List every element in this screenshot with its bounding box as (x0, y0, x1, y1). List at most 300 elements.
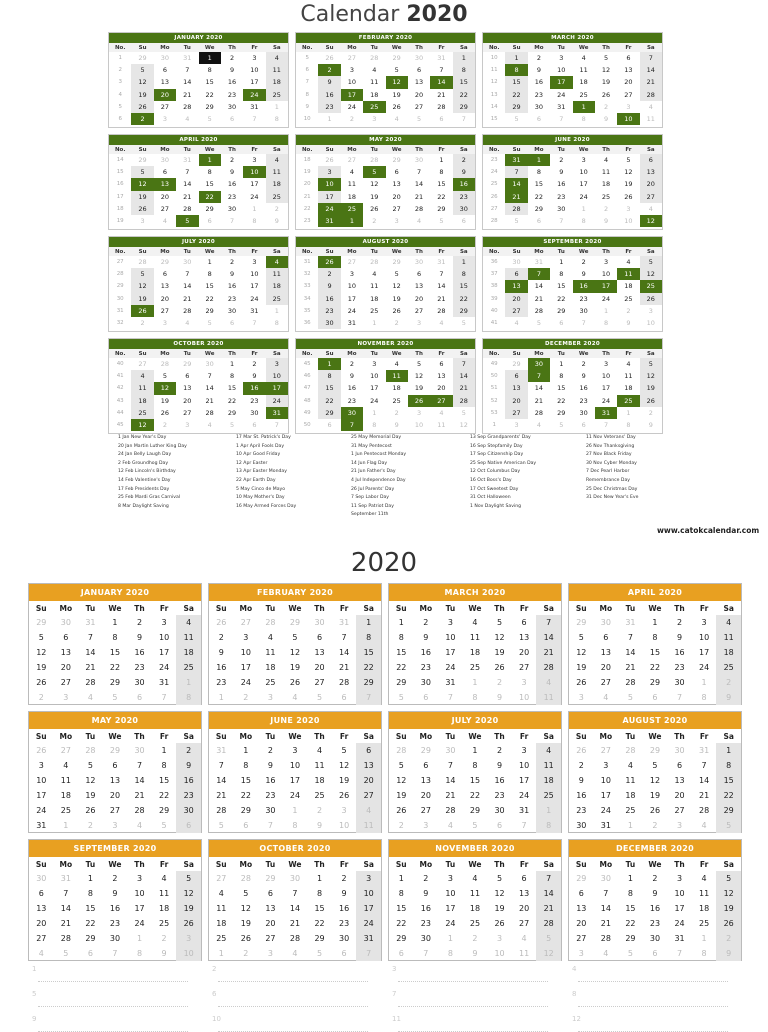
day-cell[interactable]: 5 (652, 761, 658, 770)
day-cell[interactable]: 31 (595, 407, 617, 419)
day-cell[interactable]: 5 (416, 115, 422, 124)
day-cell[interactable]: 3 (292, 746, 298, 755)
day-cell[interactable]: 27 (505, 407, 527, 419)
day-cell[interactable]: 4 (266, 256, 288, 268)
day-cell[interactable]: 25 (266, 293, 288, 305)
day-cell[interactable]: 21 (625, 663, 636, 672)
day-cell[interactable]: 28 (437, 306, 446, 315)
day-cell[interactable]: 26 (240, 934, 251, 943)
day-cell[interactable]: 4 (447, 821, 453, 830)
day-cell[interactable]: 7 (136, 761, 143, 770)
day-cell[interactable]: 20 (160, 192, 170, 201)
day-cell[interactable]: 5 (640, 358, 662, 370)
day-cell[interactable]: 16 (318, 293, 340, 305)
day-cell[interactable]: 25 (716, 660, 741, 675)
day-cell[interactable]: 1 (112, 618, 118, 627)
day-cell[interactable]: 5 (292, 633, 298, 642)
day-cell[interactable]: 16 (265, 776, 276, 785)
day-cell[interactable]: 19 (392, 90, 401, 99)
day-cell[interactable]: 10 (266, 370, 288, 382)
day-cell[interactable]: 6 (521, 618, 527, 627)
day-cell[interactable]: 17 (601, 384, 611, 393)
day-cell[interactable]: 13 (519, 633, 530, 642)
day-cell[interactable]: 31 (339, 618, 350, 627)
day-cell[interactable]: 6 (63, 633, 69, 642)
day-cell[interactable]: 12 (716, 886, 741, 901)
day-cell[interactable]: 24 (243, 89, 265, 101)
day-cell[interactable]: 16 (318, 89, 340, 101)
day-cell[interactable]: 28 (534, 306, 544, 315)
day-cell[interactable]: 14 (534, 282, 544, 291)
day-cell[interactable]: 12 (494, 633, 505, 642)
day-cell[interactable]: 27 (160, 102, 170, 111)
day-cell[interactable]: 4 (372, 270, 377, 279)
day-cell[interactable]: 3 (521, 678, 527, 687)
day-cell[interactable]: 27 (160, 204, 170, 213)
day-cell[interactable]: 5 (131, 166, 153, 178)
day-cell[interactable]: 25 (265, 678, 276, 687)
day-cell[interactable]: 25 (131, 407, 153, 419)
day-cell[interactable]: 10 (370, 372, 379, 381)
day-cell[interactable]: 24 (674, 919, 685, 928)
day-cell[interactable]: 8 (207, 66, 212, 75)
day-cell[interactable]: 3 (349, 66, 354, 75)
day-cell[interactable]: 3 (581, 156, 586, 165)
day-cell[interactable]: 13 (519, 889, 530, 898)
note-line[interactable] (32, 990, 192, 1007)
day-cell[interactable]: 22 (505, 89, 527, 101)
day-cell[interactable]: 6 (38, 889, 44, 898)
day-cell[interactable]: 30 (600, 618, 611, 627)
day-cell[interactable]: 27 (356, 788, 381, 803)
day-cell[interactable]: 28 (640, 89, 662, 101)
day-cell[interactable]: 18 (60, 791, 71, 800)
day-cell[interactable]: 28 (160, 360, 170, 369)
day-cell[interactable]: 30 (339, 934, 350, 943)
day-cell[interactable]: 18 (176, 645, 201, 660)
day-cell[interactable]: 31 (445, 678, 456, 687)
day-cell[interactable]: 2 (423, 618, 429, 627)
day-cell[interactable]: 6 (626, 54, 631, 63)
day-cell[interactable]: 31 (600, 821, 611, 830)
day-cell[interactable]: 1 (652, 618, 658, 627)
day-cell[interactable]: 28 (370, 54, 379, 63)
day-cell[interactable]: 29 (649, 678, 661, 687)
day-cell[interactable]: 21 (445, 791, 456, 800)
day-cell[interactable]: 7 (229, 217, 235, 226)
day-cell[interactable]: 1 (439, 156, 444, 165)
day-cell[interactable]: 5 (439, 217, 444, 226)
day-cell[interactable]: 17 (159, 648, 170, 657)
day-cell[interactable]: 10 (36, 776, 47, 785)
day-cell[interactable]: 28 (85, 678, 96, 687)
day-cell[interactable]: 18 (469, 648, 481, 657)
day-cell[interactable]: 3 (176, 931, 201, 946)
day-cell[interactable]: 27 (240, 618, 251, 627)
day-cell[interactable]: 3 (603, 258, 609, 267)
day-cell[interactable]: 8 (161, 761, 167, 770)
day-cell[interactable]: 23 (216, 678, 227, 687)
day-cell[interactable]: 23 (649, 919, 661, 928)
day-cell[interactable]: 1 (447, 934, 453, 943)
day-cell[interactable]: 6 (356, 743, 381, 758)
note-line[interactable] (572, 965, 732, 982)
day-cell[interactable]: 26 (131, 101, 153, 113)
day-cell[interactable]: 17 (250, 78, 259, 87)
day-cell[interactable]: 2 (38, 693, 44, 702)
day-cell[interactable]: 3 (243, 633, 249, 642)
day-cell[interactable]: 21 (640, 76, 662, 88)
day-cell[interactable]: 18 (624, 384, 633, 393)
day-cell[interactable]: 22 (649, 663, 661, 672)
day-cell[interactable]: 7 (559, 115, 564, 124)
day-cell[interactable]: 16 (453, 178, 475, 190)
day-cell[interactable]: 6 (505, 268, 527, 280)
day-cell[interactable]: 6 (398, 949, 404, 958)
day-cell[interactable]: 13 (414, 78, 424, 87)
day-cell[interactable]: 9 (349, 372, 354, 381)
day-cell[interactable]: 10 (240, 648, 251, 657)
day-cell[interactable]: 10 (557, 66, 566, 75)
day-cell[interactable]: 3 (252, 54, 257, 63)
day-cell[interactable]: 27 (347, 156, 357, 165)
note-line[interactable] (572, 990, 732, 1007)
day-cell[interactable]: 30 (227, 102, 237, 111)
day-cell[interactable]: 28 (205, 408, 214, 417)
day-cell[interactable]: 5 (640, 256, 662, 268)
day-cell[interactable]: 18 (716, 645, 741, 660)
day-cell[interactable]: 13 (414, 282, 424, 291)
day-cell[interactable]: 31 (250, 102, 259, 111)
day-cell[interactable]: 7 (87, 633, 93, 642)
day-cell[interactable]: 29 (138, 54, 147, 63)
day-cell[interactable]: 21 (339, 663, 350, 672)
day-cell[interactable]: 30 (36, 874, 47, 883)
day-cell[interactable]: 26 (370, 204, 379, 213)
day-cell[interactable]: 26 (318, 256, 340, 268)
day-cell[interactable]: 4 (521, 934, 527, 943)
day-cell[interactable]: 7 (439, 66, 444, 75)
day-cell[interactable]: 28 (437, 102, 446, 111)
day-cell[interactable]: 24 (600, 806, 611, 815)
day-cell[interactable]: 5 (87, 761, 93, 770)
day-cell[interactable]: 19 (396, 791, 407, 800)
day-cell[interactable]: 15 (716, 773, 741, 788)
day-cell[interactable]: 5 (603, 54, 609, 63)
day-cell[interactable]: 22 (314, 919, 325, 928)
day-cell[interactable]: 6 (423, 761, 429, 770)
day-cell[interactable]: 21 (699, 791, 710, 800)
day-cell[interactable]: 3 (161, 618, 167, 627)
day-cell[interactable]: 27 (674, 806, 685, 815)
day-cell[interactable]: 28 (134, 806, 145, 815)
day-cell[interactable]: 9 (536, 66, 541, 75)
day-cell[interactable]: 17 (266, 382, 288, 394)
day-cell[interactable]: 12 (601, 66, 611, 75)
day-cell[interactable]: 18 (159, 904, 170, 913)
day-cell[interactable]: 29 (85, 934, 96, 943)
day-cell[interactable]: 18 (536, 773, 561, 788)
day-cell[interactable]: 30 (414, 54, 424, 63)
day-cell[interactable]: 12 (85, 776, 96, 785)
day-cell[interactable]: 3 (318, 166, 340, 178)
day-cell[interactable]: 25 (392, 396, 401, 405)
day-cell[interactable]: 11 (386, 370, 408, 382)
day-cell[interactable]: 15 (85, 904, 96, 913)
day-cell[interactable]: 18 (625, 791, 636, 800)
day-cell[interactable]: 4 (701, 821, 707, 830)
day-cell[interactable]: 6 (207, 217, 212, 226)
day-cell[interactable]: 22 (469, 791, 481, 800)
day-cell[interactable]: 30 (160, 54, 170, 63)
day-cell[interactable]: 19 (85, 791, 96, 800)
day-cell[interactable]: 23 (109, 919, 121, 928)
day-cell[interactable]: 3 (626, 102, 631, 111)
day-cell[interactable]: 28 (453, 395, 475, 407)
day-cell[interactable]: 21 (183, 192, 192, 201)
day-cell[interactable]: 27 (576, 934, 587, 943)
day-cell[interactable]: 25 (624, 294, 633, 303)
day-cell[interactable]: 1 (87, 874, 93, 883)
day-cell[interactable]: 17 (674, 904, 685, 913)
day-cell[interactable]: 2 (162, 421, 167, 430)
day-cell[interactable]: 26 (576, 678, 587, 687)
day-cell[interactable]: 29 (240, 806, 251, 815)
day-cell[interactable]: 1 (292, 806, 298, 815)
day-cell[interactable]: 3 (496, 934, 503, 943)
day-cell[interactable]: 2 (603, 204, 609, 213)
day-cell[interactable]: 4 (356, 803, 381, 818)
day-cell[interactable]: 11 (601, 168, 611, 177)
day-cell[interactable]: 6 (536, 217, 541, 226)
day-cell[interactable]: 25 (266, 191, 288, 203)
day-cell[interactable]: 8 (439, 168, 444, 177)
day-cell[interactable]: 17 (579, 180, 588, 189)
day-cell[interactable]: 31 (699, 746, 710, 755)
day-cell[interactable]: 5 (363, 166, 385, 178)
day-cell[interactable]: 5 (243, 889, 249, 898)
day-cell[interactable]: 23 (250, 396, 259, 405)
day-cell[interactable]: 1 (63, 821, 69, 830)
day-cell[interactable]: 5 (162, 372, 167, 381)
day-cell[interactable]: 17 (134, 904, 145, 913)
day-cell[interactable]: 6 (416, 66, 422, 75)
day-cell[interactable]: 1 (229, 360, 235, 369)
day-cell[interactable]: 5 (461, 408, 466, 417)
day-cell[interactable]: 31 (437, 258, 446, 267)
day-cell[interactable]: 5 (627, 949, 633, 958)
day-cell[interactable]: 19 (624, 180, 633, 189)
day-cell[interactable]: 19 (131, 191, 153, 203)
day-cell[interactable]: 27 (519, 663, 530, 672)
day-cell[interactable]: 21 (289, 919, 301, 928)
day-cell[interactable]: 9 (496, 693, 503, 702)
day-cell[interactable]: 28 (625, 746, 636, 755)
day-cell[interactable]: 6 (341, 949, 347, 958)
day-cell[interactable]: 5 (416, 360, 422, 369)
day-cell[interactable]: 17 (289, 776, 301, 785)
day-cell[interactable]: 19 (640, 382, 662, 394)
day-cell[interactable]: 30 (649, 934, 661, 943)
day-cell[interactable]: 30 (414, 156, 424, 165)
day-cell[interactable]: 11 (646, 115, 655, 124)
day-cell[interactable]: 10 (176, 946, 201, 961)
day-cell[interactable]: 2 (652, 821, 658, 830)
day-cell[interactable]: 26 (640, 395, 662, 407)
day-cell[interactable]: 5 (536, 931, 561, 946)
day-cell[interactable]: 12 (176, 886, 201, 901)
day-cell[interactable]: 18 (131, 395, 153, 407)
day-cell[interactable]: 11 (699, 889, 710, 898)
day-cell[interactable]: 13 (314, 648, 325, 657)
day-cell[interactable]: 27 (392, 204, 401, 213)
day-cell[interactable]: 3 (559, 54, 564, 63)
day-cell[interactable]: 28 (183, 204, 192, 213)
day-cell[interactable]: 23 (674, 663, 685, 672)
note-line[interactable] (212, 990, 372, 1007)
day-cell[interactable]: 25 (579, 90, 588, 99)
day-cell[interactable]: 12 (459, 421, 468, 430)
day-cell[interactable]: 28 (216, 806, 227, 815)
day-cell[interactable]: 3 (676, 821, 683, 830)
day-cell[interactable]: 30 (579, 408, 588, 417)
day-cell[interactable]: 1 (627, 874, 633, 883)
day-cell[interactable]: 10 (134, 889, 145, 898)
day-cell[interactable]: 26 (131, 305, 153, 317)
day-cell[interactable]: 2 (676, 618, 683, 627)
day-cell[interactable]: 24 (347, 306, 357, 315)
day-cell[interactable]: 30 (265, 806, 276, 815)
day-cell[interactable]: 25 (216, 934, 227, 943)
day-cell[interactable]: 3 (266, 358, 288, 370)
day-cell[interactable]: 29 (396, 678, 407, 687)
day-cell[interactable]: 12 (131, 280, 153, 292)
day-cell[interactable]: 4 (472, 618, 478, 627)
day-cell[interactable]: 5 (398, 693, 404, 702)
day-cell[interactable]: 6 (229, 319, 235, 328)
day-cell[interactable]: 1 (274, 306, 279, 315)
day-cell[interactable]: 2 (603, 102, 609, 111)
day-cell[interactable]: 4 (439, 408, 444, 417)
day-cell[interactable]: 11 (579, 66, 588, 75)
day-cell[interactable]: 15 (469, 776, 481, 785)
day-cell[interactable]: 5 (461, 319, 466, 328)
day-cell[interactable]: 9 (453, 166, 475, 178)
day-cell[interactable]: 9 (716, 946, 741, 961)
day-cell[interactable]: 7 (63, 889, 69, 898)
day-cell[interactable]: 25 (601, 192, 611, 201)
day-cell[interactable]: 25 (617, 395, 639, 407)
day-cell[interactable]: 27 (640, 191, 662, 203)
day-cell[interactable]: 13 (265, 904, 276, 913)
day-cell[interactable]: 12 (240, 904, 251, 913)
day-cell[interactable]: 29 (109, 746, 121, 755)
day-cell[interactable]: 20 (519, 904, 530, 913)
day-cell[interactable]: 5 (176, 871, 201, 886)
day-cell[interactable]: 16 (109, 904, 121, 913)
day-cell[interactable]: 7 (528, 370, 550, 382)
day-cell[interactable]: 8 (398, 633, 404, 642)
day-cell[interactable]: 25 (469, 919, 481, 928)
day-cell[interactable]: 7 (528, 268, 550, 280)
day-cell[interactable]: 31 (534, 258, 544, 267)
day-cell[interactable]: 12 (392, 282, 401, 291)
day-cell[interactable]: 15 (534, 180, 544, 189)
day-cell[interactable]: 25 (640, 280, 662, 292)
day-cell[interactable]: 31 (159, 678, 170, 687)
day-cell[interactable]: 9 (648, 421, 653, 430)
day-cell[interactable]: 31 (216, 746, 227, 755)
day-cell[interactable]: 28 (445, 806, 456, 815)
day-cell[interactable]: 3 (578, 949, 584, 958)
day-cell[interactable]: 23 (557, 192, 566, 201)
day-cell[interactable]: 9 (341, 889, 347, 898)
day-cell[interactable]: 27 (600, 678, 611, 687)
day-cell[interactable]: 20 (36, 919, 47, 928)
day-cell[interactable]: 6 (578, 889, 584, 898)
note-line[interactable] (392, 990, 552, 1007)
day-cell[interactable]: 4 (38, 949, 44, 958)
day-cell[interactable]: 8 (398, 889, 404, 898)
day-cell[interactable]: 23 (227, 294, 237, 303)
day-cell[interactable]: 30 (183, 258, 192, 267)
day-cell[interactable]: 25 (363, 101, 385, 113)
day-cell[interactable]: 23 (579, 396, 588, 405)
day-cell[interactable]: 22 (396, 663, 407, 672)
day-cell[interactable]: 16 (420, 904, 431, 913)
day-cell[interactable]: 4 (292, 693, 298, 702)
day-cell[interactable]: 16 (576, 791, 587, 800)
day-cell[interactable]: 6 (316, 633, 323, 642)
day-cell[interactable]: 8 (243, 761, 249, 770)
day-cell[interactable]: 26 (494, 919, 505, 928)
day-cell[interactable]: 9 (496, 761, 503, 770)
day-cell[interactable]: 8 (603, 319, 609, 328)
day-cell[interactable]: 7 (461, 115, 466, 124)
day-cell[interactable]: 26 (176, 916, 201, 931)
day-cell[interactable]: 22 (109, 663, 121, 672)
day-cell[interactable]: 17 (250, 282, 259, 291)
day-cell[interactable]: 22 (227, 396, 237, 405)
day-cell[interactable]: 22 (159, 791, 170, 800)
day-cell[interactable]: 1 (316, 874, 323, 883)
day-cell[interactable]: 15 (318, 382, 340, 394)
day-cell[interactable]: 30 (420, 678, 431, 687)
day-cell[interactable]: 4 (394, 115, 399, 124)
day-cell[interactable]: 31 (36, 821, 47, 830)
day-cell[interactable]: 1 (472, 746, 478, 755)
day-cell[interactable]: 1 (398, 874, 404, 883)
day-cell[interactable]: 6 (536, 115, 541, 124)
day-cell[interactable]: 6 (176, 818, 201, 833)
day-cell[interactable]: 5 (38, 633, 44, 642)
day-cell[interactable]: 10 (318, 178, 340, 190)
day-cell[interactable]: 27 (505, 305, 527, 317)
day-cell[interactable]: 16 (134, 648, 145, 657)
day-cell[interactable]: 17 (370, 384, 379, 393)
day-cell[interactable]: 8 (581, 217, 586, 226)
day-cell[interactable]: 5 (472, 821, 478, 830)
day-cell[interactable]: 29 (356, 675, 381, 690)
day-cell[interactable]: 6 (461, 217, 466, 226)
day-cell[interactable]: 28 (265, 618, 276, 627)
day-cell[interactable]: 30 (674, 746, 685, 755)
day-cell[interactable]: 1 (372, 408, 377, 417)
day-cell[interactable]: 29 (392, 156, 401, 165)
day-cell[interactable]: 8 (274, 319, 279, 328)
day-cell[interactable]: 1 (626, 408, 631, 417)
day-cell[interactable]: 12 (154, 382, 176, 394)
